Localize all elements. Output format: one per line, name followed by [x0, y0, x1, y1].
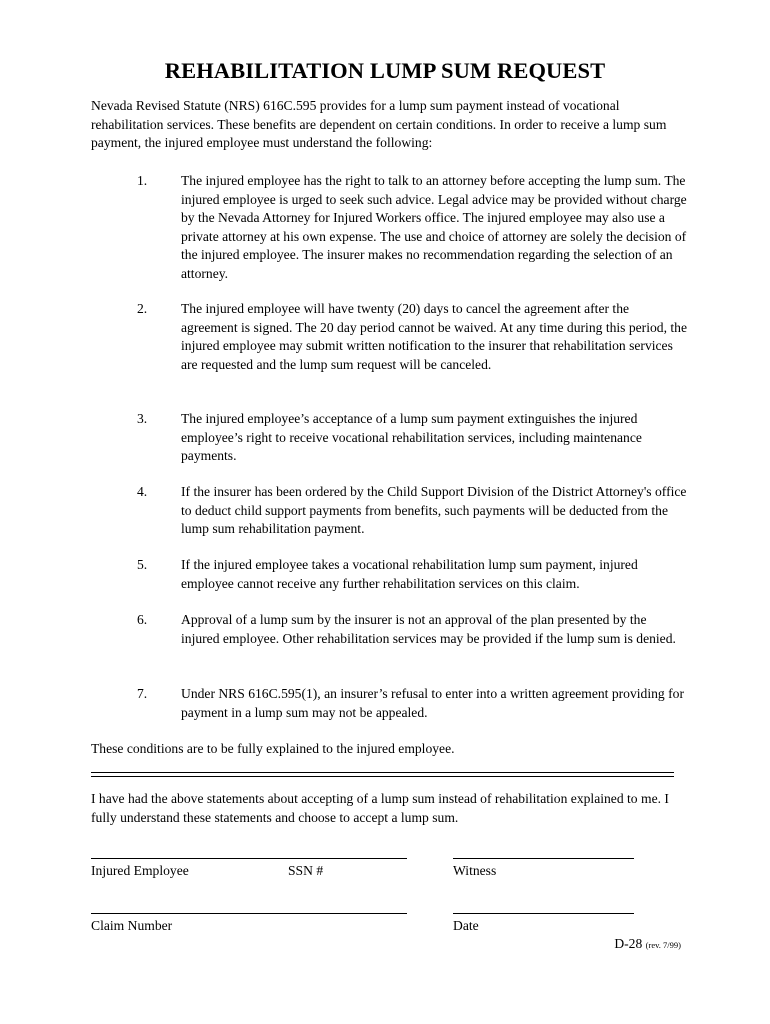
- claim-number-line[interactable]: [91, 913, 407, 914]
- form-number-code: D-28: [614, 936, 643, 951]
- list-item-number: 5.: [137, 557, 148, 572]
- list-item-number: 3.: [137, 411, 148, 426]
- list-item-text: Approval of a lump sum by the insurer is not an approval of the plan presented by the injured employee. Other rehabilitation services may be provided if the lump sum is denied.: [181, 612, 676, 646]
- divider-line: [91, 772, 674, 773]
- injured-employee-signature-line[interactable]: [91, 858, 407, 859]
- date-line[interactable]: [453, 913, 634, 914]
- list-item-text: Under NRS 616C.595(1), an insurer’s refusal to enter into a written agreement providing for payment in a lump sum may not be appealed.: [181, 686, 684, 720]
- form-revision: (rev. 7/99): [645, 940, 681, 950]
- date-label: Date: [453, 918, 479, 933]
- list-item-text: If the insurer has been ordered by the Child Support Division of the District Attorney's office to deduct child support payments from benefits, such payments will be deducted from the lump sum rehabilitation payment.: [181, 484, 687, 537]
- list-item-number: 4.: [137, 484, 148, 499]
- ssn-label: SSN #: [288, 863, 324, 878]
- acknowledgement-statement: I have had the above statements about accepting of a lump sum instead of rehabilitation explained to me. I fully understand these statements and choose to accept a lump sum.: [91, 791, 669, 825]
- list-item-number: 2.: [137, 301, 148, 316]
- claim-number-label: Claim Number: [91, 918, 173, 933]
- injured-employee-label: Injured Employee: [91, 863, 189, 878]
- list-item-number: 7.: [137, 686, 148, 701]
- list-item-number: 6.: [137, 612, 148, 627]
- page-title: REHABILITATION LUMP SUM REQUEST: [164, 58, 606, 83]
- witness-label: Witness: [453, 863, 497, 878]
- witness-signature-line[interactable]: [453, 858, 634, 859]
- list-item-number: 1.: [137, 173, 148, 188]
- form-number: [614, 936, 681, 952]
- list-item-text: If the injured employee takes a vocational rehabilitation lump sum payment, injured employee cannot receive any further rehabilitation services on this claim.: [181, 557, 638, 591]
- list-item-text: The injured employee has the right to talk to an attorney before accepting the lump sum. The injured employee is urged to seek such advice. Legal advice may be provided without charge by the Nevada Attorney for Injured Workers office. The injured employee may also use a private attorney at his own expense. The use and choice of attorney are solely the decision of the injured employee. The insurer makes no recommendation regarding the selection of an attorney.: [181, 173, 687, 281]
- conditions-note: These conditions are to be fully explained to the injured employee.: [91, 741, 455, 756]
- divider-line: [91, 776, 674, 777]
- list-item-text: The injured employee will have twenty (20) days to cancel the agreement after the agreement is signed. The 20 day period cannot be waived. At any time during this period, the injured employee may submit written notification to the insurer that rehabilitation services are requested and the lump sum request will be canceled.: [181, 301, 687, 372]
- intro-paragraph: Nevada Revised Statute (NRS) 616C.595 provides for a lump sum payment instead of vocational rehabilitation services. These benefits are dependent on certain conditions. In order to receive a lump sum payment, the injured employee must understand the following:: [91, 98, 667, 151]
- list-item-text: The injured employee’s acceptance of a lump sum payment extinguishes the injured employee’s right to receive vocational rehabilitation services, including maintenance payments.: [181, 411, 642, 464]
